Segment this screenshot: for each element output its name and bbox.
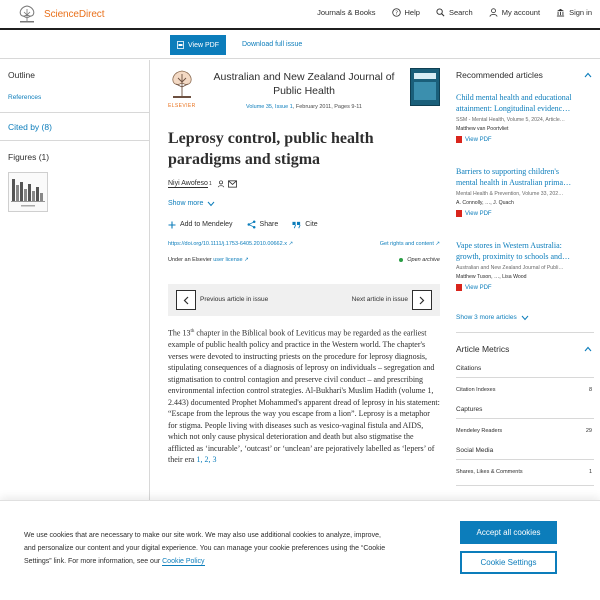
author-link[interactable]: Niyi Awofeso [168,180,208,187]
rights-text: Get rights and content [379,241,434,247]
doi-text: https://doi.org/10.1111/j.1753-6405.2010.00662.x [168,241,287,247]
recommended-article-title-line1[interactable]: Barriers to supporting children's [456,167,559,176]
article-action-bar [0,31,600,59]
article-metrics-heading[interactable]: Article Metrics [456,344,510,354]
elsevier-tree-icon[interactable] [168,68,196,102]
share-button[interactable] [247,220,279,229]
cover-band [414,73,436,79]
recommended-view-pdf-link[interactable] [456,136,594,143]
metrics-captures-label: Captures [456,406,483,413]
nav-journals-books[interactable] [317,8,375,17]
doi-link[interactable] [168,241,293,247]
pdf-icon [456,136,462,143]
brand-name: ScienceDirect [44,8,105,20]
author-affiliation-marker[interactable]: 1 [208,181,212,187]
chevron-down-icon [521,315,529,321]
top-header [0,0,600,30]
license-info [168,257,249,263]
help-icon [392,8,401,17]
nav-my-account[interactable] [489,8,540,17]
recommended-article-authors: A. Connolly, …, J. Quach [456,200,514,206]
sciencedirect-logo[interactable] [16,4,104,24]
nav-journals-books-label: Journals & Books [317,8,376,17]
external-link-icon: ↗ [288,241,294,247]
cookie-message [24,529,389,568]
chevron-right-icon [419,296,425,305]
cite-button[interactable] [292,221,317,229]
recommended-articles-heading[interactable]: Recommended articles [456,70,543,80]
top-nav [301,8,592,17]
chevron-up-icon[interactable] [584,72,592,78]
divider [456,485,594,486]
volume-issue-link[interactable]: Volume 35, Issue 1 [246,104,293,110]
divider [456,332,594,333]
cite-label: Cite [305,221,318,228]
recommended-view-pdf-link[interactable] [456,284,594,291]
recommended-article-meta: SSM - Mental Health, Volume 5, 2024, Article… [456,117,565,123]
left-sidebar [0,60,150,500]
share-icon [247,220,256,229]
view-pdf-button[interactable] [170,35,226,55]
journal-issue-info [200,104,408,110]
previous-article-button[interactable] [176,290,196,310]
recommended-article [456,166,594,217]
chevron-up-icon[interactable] [584,346,592,352]
metric-label: Citation Indexes [456,387,496,393]
open-archive-label: Open archive [407,257,440,263]
elsevier-tree-icon [16,4,38,24]
cookie-banner [0,500,600,600]
plus-icon [168,221,176,229]
recommended-article-meta: Mental Health & Prevention, Volume 33, 202… [456,191,564,197]
journal-title-link[interactable]: Australian and New Zealand Journal of Public Health [213,71,395,97]
article-tools [168,220,332,229]
divider [0,140,150,141]
author-list [168,180,237,188]
figure-thumbnail[interactable] [8,172,48,212]
body-text-main: chapter in the Biblical book of Leviticus may be regarded as the earliest example of public health policy and practice in the Western world. The chapter's verses were devoted to instructing priests on the procedure for leprosy diagnosis, stipulating consequences of a diagnosis of leprosy on individuals – segregation and stigmatisation to control contagion and preserve civil conduct – and prescribing environmental infection control strategies. Al-Bukhari's Muslim Hadith (volume 1, 2.443) documented Prophet Mohammed's apparent dread of leprosy in his statement: “Escape from the leprous the way you escape from a lion”. Leprosy is a metaphor for stigma. People living with diseases such as vesico-vaginal fistula and AIDS, which not only cause physical deterioration and death but also stigmatise the afflicted as ‘incurable’, ‘outcast’ or ‘unclean’ are pejoratively labelled as ‘lepers’ of their era [168,328,440,465]
download-full-issue-link[interactable]: Download full issue [242,41,303,48]
pdf-icon [177,41,184,49]
prev-next-navigation [168,284,440,316]
pdf-icon [456,210,462,217]
nav-search[interactable] [436,8,473,17]
license-prefix: Under an Elsevier [168,257,214,263]
nav-sign-in-label: Sign in [569,8,592,17]
metric-value: 29 [585,428,592,434]
publisher-name: ELSEVIER [168,103,196,109]
recommended-article-title-line2[interactable]: mental health in Australian prima… [456,178,572,187]
nav-sign-in[interactable] [556,8,592,17]
svg-text:?: ? [394,10,398,17]
metric-label: Mendeley Readers [456,428,503,434]
open-archive-dot [399,258,403,262]
previous-article-link[interactable]: Previous article in issue [200,296,269,303]
body-text-start: The 13 [168,328,191,338]
pdf-icon [456,284,462,291]
email-icon[interactable] [228,180,237,188]
show-more-articles-link[interactable] [456,314,529,321]
outline-references-link[interactable]: References [8,94,42,101]
rights-link[interactable] [380,241,440,247]
show-more-label: Show more [168,200,204,207]
show-more-articles-label: Show 3 more articles [456,314,517,321]
metric-label: Shares, Likes & Comments [456,469,523,475]
metrics-social-media-label: Social Media [456,447,494,454]
cover-block [414,82,436,100]
metric-citation-indexes [456,387,592,393]
recommended-article-authors: Matthew van Poortvliet [456,126,509,132]
figures-heading: Figures (1) [8,152,50,162]
cookie-settings-button[interactable]: Cookie Settings [460,551,557,574]
recommended-article-title-line1[interactable]: Vape stores in Western Australia: [456,241,562,250]
recommended-article [456,240,594,291]
body-superscript: th [190,329,195,334]
reference-links[interactable]: 1, 2, 3 [196,455,217,465]
cited-by-link[interactable]: Cited by (8) [8,122,52,132]
accept-all-cookies-button[interactable]: Accept all cookies [460,521,557,544]
nav-help[interactable] [392,8,420,17]
article-title: Leprosy control, public health paradigms and stigma [168,130,374,168]
view-pdf-label: View PDF [465,210,492,217]
doi-row [168,241,440,247]
view-pdf-label: View PDF [465,284,492,291]
user-license-link[interactable]: user license ↗ [213,257,249,263]
divider [0,112,150,113]
person-icon[interactable] [217,180,225,188]
chevron-left-icon [183,296,189,305]
next-article-button[interactable] [412,290,432,310]
cookie-message-text: We use cookies that are necessary to make our site work. We may also use additional cookies to analyze, improve, and personalize our content and your digital experience. You can manage your cookie preferences using the “Cookie Settings” link. For more information, see our [24,532,386,565]
chevron-down-icon [207,201,215,207]
recommended-article-title-line2[interactable]: attainment: Longitudinal evidenc… [456,104,571,113]
date-pages: , February 2011, Pages 9-11 [292,104,362,110]
user-license-text: user license [213,257,243,263]
metric-shares-likes-comments [456,469,592,475]
license-row [168,257,440,263]
nav-my-account-label: My account [501,8,541,17]
cookie-policy-link[interactable]: Cookie Policy [162,558,205,565]
metric-mendeley-readers [456,428,592,434]
figure-thumbnail-graphic [9,173,47,211]
open-archive-badge [399,257,440,263]
metric-value: 8 [588,387,592,393]
divider [456,459,594,460]
recommended-view-pdf-link[interactable] [456,210,594,217]
divider [456,377,594,378]
recommended-article-authors: Matthew Tuson, …, Lisa Wood [456,274,527,280]
quote-icon [292,221,301,229]
nav-search-label: Search [448,8,473,17]
next-article-link[interactable]: Next article in issue [351,296,408,303]
external-link-icon: ↗ [435,241,440,247]
share-label: Share [259,221,279,228]
journal-header [168,68,440,118]
recommended-article-meta: Australian and New Zealand Journal of Publi… [456,265,564,271]
journal-cover-image[interactable] [410,68,440,106]
show-more-toggle[interactable] [168,200,215,207]
user-icon [489,8,498,17]
view-pdf-label: View PDF [465,136,492,143]
recommended-article [456,92,594,143]
outline-heading: Outline [8,70,35,80]
metric-value: 1 [588,469,592,475]
add-to-mendeley-label: Add to Mendeley [180,221,233,228]
recommended-article-title-line1[interactable]: Child mental health and educational [456,93,572,102]
divider [456,418,594,419]
nav-help-label: Help [404,8,420,17]
recommended-article-title-line2[interactable]: growth, proximity to schools and… [456,252,570,261]
article-body-paragraph [168,326,440,466]
institution-icon [556,8,565,17]
search-icon [436,8,445,17]
metrics-citations-label: Citations [456,365,482,372]
add-to-mendeley-button[interactable] [168,221,233,229]
view-pdf-label: View PDF [188,41,219,49]
